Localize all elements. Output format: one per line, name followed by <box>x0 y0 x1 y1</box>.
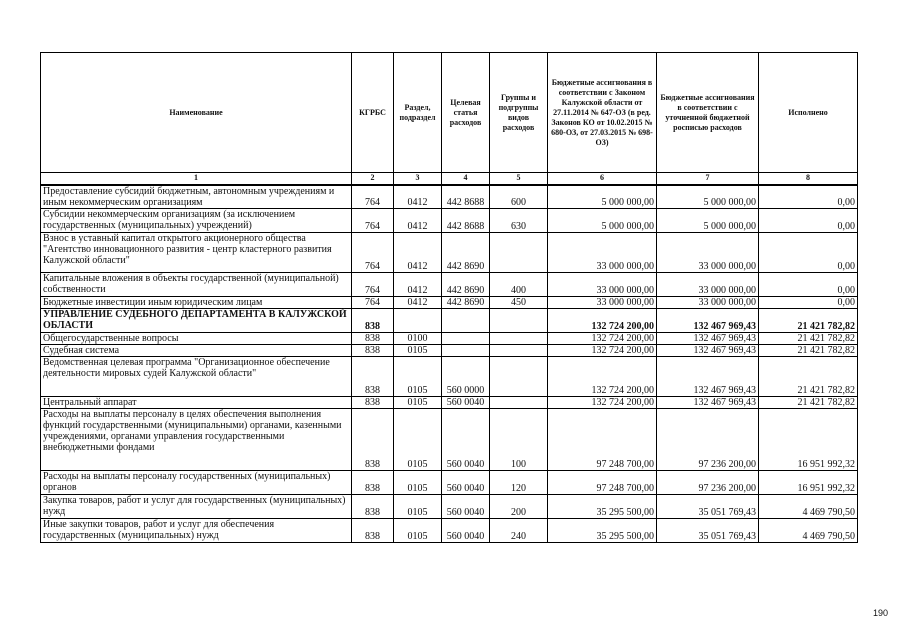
column-number: 4 <box>442 173 490 185</box>
row-assign-spec: 35 051 769,43 <box>657 495 759 519</box>
row-ispolneno: 21 421 782,82 <box>759 397 858 409</box>
row-name: УПРАВЛЕНИЕ СУДЕБНОГО ДЕПАРТАМЕНТА В КАЛУЖСКОЙ ОБЛАСТИ <box>41 309 352 333</box>
row-kgrbs: 838 <box>352 345 394 357</box>
row-vid: 100 <box>490 409 548 471</box>
row-assign-spec: 132 467 969,43 <box>657 397 759 409</box>
row-assign-spec: 97 236 200,00 <box>657 471 759 495</box>
row-vid <box>490 233 548 273</box>
row-ispolneno: 0,00 <box>759 273 858 297</box>
row-assign-law: 132 724 200,00 <box>548 357 657 397</box>
row-vid <box>490 357 548 397</box>
row-ispolneno: 0,00 <box>759 297 858 309</box>
row-vid: 630 <box>490 209 548 233</box>
row-ispolneno: 0,00 <box>759 185 858 209</box>
row-ispolneno: 4 469 790,50 <box>759 519 858 543</box>
table-row <box>41 185 858 209</box>
row-assign-law: 132 724 200,00 <box>548 345 657 357</box>
row-kgrbs: 838 <box>352 357 394 397</box>
row-vid: 450 <box>490 297 548 309</box>
row-ispolneno: 21 421 782,82 <box>759 333 858 345</box>
row-statya <box>442 333 490 345</box>
row-name: Ведомственная целевая программа "Организационное обеспечение деятельности мировых судей Калужской области" <box>41 357 352 397</box>
page-number: 190 <box>873 608 889 618</box>
row-name: Иные закупки товаров, работ и услуг для обеспечения государственных (муниципальных) нужд <box>41 519 352 543</box>
row-ispolneno: 4 469 790,50 <box>759 495 858 519</box>
row-razdel: 0412 <box>394 185 442 209</box>
row-kgrbs: 838 <box>352 409 394 471</box>
row-assign-spec: 132 467 969,43 <box>657 357 759 397</box>
table-row <box>41 209 858 233</box>
row-name: Расходы на выплаты персоналу в целях обеспечения выполнения функций государственными (муниципальными) органами, казенными учреждениями, органами управления государственными внебюджетными фондами <box>41 409 352 471</box>
row-statya: 442 8690 <box>442 297 490 309</box>
row-ispolneno: 16 951 992,32 <box>759 471 858 495</box>
row-razdel: 0105 <box>394 345 442 357</box>
row-assign-spec: 33 000 000,00 <box>657 233 759 273</box>
row-assign-law: 35 295 500,00 <box>548 519 657 543</box>
row-vid: 200 <box>490 495 548 519</box>
row-ispolneno: 21 421 782,82 <box>759 309 858 333</box>
row-assign-law: 97 248 700,00 <box>548 409 657 471</box>
row-razdel: 0105 <box>394 471 442 495</box>
row-razdel: 0412 <box>394 209 442 233</box>
row-razdel <box>394 309 442 333</box>
row-kgrbs: 764 <box>352 273 394 297</box>
row-vid: 120 <box>490 471 548 495</box>
table-row <box>41 357 858 397</box>
row-razdel: 0105 <box>394 397 442 409</box>
row-statya <box>442 309 490 333</box>
row-statya: 560 0040 <box>442 409 490 471</box>
column-number-row <box>41 173 858 185</box>
row-vid <box>490 397 548 409</box>
row-kgrbs: 838 <box>352 333 394 345</box>
row-assign-spec: 132 467 969,43 <box>657 309 759 333</box>
row-name: Расходы на выплаты персоналу государственных (муниципальных) органов <box>41 471 352 495</box>
row-razdel: 0105 <box>394 495 442 519</box>
row-assign-spec: 33 000 000,00 <box>657 297 759 309</box>
row-vid <box>490 333 548 345</box>
column-number: 2 <box>352 173 394 185</box>
table-row <box>41 519 858 543</box>
table-row <box>41 297 858 309</box>
row-assign-spec: 5 000 000,00 <box>657 185 759 209</box>
row-razdel: 0105 <box>394 519 442 543</box>
row-kgrbs: 764 <box>352 209 394 233</box>
column-number: 7 <box>657 173 759 185</box>
header-kgrbs: КГРБС <box>352 53 394 173</box>
header-razdel: Раздел, подраздел <box>394 53 442 173</box>
row-statya: 442 8690 <box>442 273 490 297</box>
row-name: Предоставление субсидий бюджетным, автономным учреждениям и иным некоммерческим организациям <box>41 185 352 209</box>
row-assign-law: 97 248 700,00 <box>548 471 657 495</box>
row-assign-law: 33 000 000,00 <box>548 233 657 273</box>
row-statya: 442 8688 <box>442 209 490 233</box>
column-number: 5 <box>490 173 548 185</box>
row-vid: 400 <box>490 273 548 297</box>
row-vid <box>490 309 548 333</box>
row-vid <box>490 345 548 357</box>
row-statya: 560 0040 <box>442 471 490 495</box>
column-number: 1 <box>41 173 352 185</box>
row-statya: 560 0000 <box>442 357 490 397</box>
table-row <box>41 409 858 471</box>
row-name: Бюджетные инвестиции иным юридическим лицам <box>41 297 352 309</box>
row-name: Закупка товаров, работ и услуг для государственных (муниципальных) нужд <box>41 495 352 519</box>
row-statya: 442 8688 <box>442 185 490 209</box>
row-name: Судебная система <box>41 345 352 357</box>
header-assign-spec: Бюджетные ассигнования в соответствии с уточненной бюджетной росписью расходов <box>657 53 759 173</box>
row-assign-law: 132 724 200,00 <box>548 309 657 333</box>
row-kgrbs: 764 <box>352 185 394 209</box>
column-number: 8 <box>759 173 858 185</box>
table-row <box>41 233 858 273</box>
table-row <box>41 333 858 345</box>
column-number: 6 <box>548 173 657 185</box>
row-razdel: 0100 <box>394 333 442 345</box>
row-name: Капитальные вложения в объекты государственной (муниципальной) собственности <box>41 273 352 297</box>
row-assign-law: 35 295 500,00 <box>548 495 657 519</box>
header-row <box>41 53 858 173</box>
header-ispolneno: Исполнено <box>759 53 858 173</box>
row-razdel: 0412 <box>394 233 442 273</box>
row-assign-law: 33 000 000,00 <box>548 273 657 297</box>
row-kgrbs: 838 <box>352 397 394 409</box>
row-razdel: 0412 <box>394 273 442 297</box>
row-kgrbs: 764 <box>352 297 394 309</box>
row-kgrbs: 838 <box>352 471 394 495</box>
table-row <box>41 345 858 357</box>
row-ispolneno: 21 421 782,82 <box>759 357 858 397</box>
row-statya: 442 8690 <box>442 233 490 273</box>
table-row <box>41 273 858 297</box>
row-name: Центральный аппарат <box>41 397 352 409</box>
row-kgrbs: 764 <box>352 233 394 273</box>
row-assign-law: 5 000 000,00 <box>548 209 657 233</box>
row-assign-law: 33 000 000,00 <box>548 297 657 309</box>
table-body <box>41 185 858 543</box>
row-ispolneno: 0,00 <box>759 209 858 233</box>
row-ispolneno: 21 421 782,82 <box>759 345 858 357</box>
row-assign-law: 132 724 200,00 <box>548 397 657 409</box>
row-razdel: 0105 <box>394 357 442 397</box>
header-name: Наименование <box>41 53 352 173</box>
table-row <box>41 495 858 519</box>
row-name: Взнос в уставный капитал открытого акционерного общества "Агентство инновационного развития - центр кластерного развития Калужской области" <box>41 233 352 273</box>
row-statya: 560 0040 <box>442 495 490 519</box>
row-assign-law: 5 000 000,00 <box>548 185 657 209</box>
table-row <box>41 309 858 333</box>
row-ispolneno: 0,00 <box>759 233 858 273</box>
header-assign-law: Бюджетные ассигнования в соответствии с Законом Калужской области от 27.11.2014 № 647-ОЗ (в ред. Законов КО от 10.02.2015 № 680-ОЗ, от 27.03.2015 № 698-ОЗ) <box>548 53 657 173</box>
table-row <box>41 471 858 495</box>
row-vid: 600 <box>490 185 548 209</box>
row-statya: 560 0040 <box>442 519 490 543</box>
budget-table <box>40 52 858 543</box>
row-assign-spec: 97 236 200,00 <box>657 409 759 471</box>
row-assign-law: 132 724 200,00 <box>548 333 657 345</box>
row-assign-spec: 5 000 000,00 <box>657 209 759 233</box>
row-assign-spec: 35 051 769,43 <box>657 519 759 543</box>
row-kgrbs: 838 <box>352 495 394 519</box>
row-statya <box>442 345 490 357</box>
row-kgrbs: 838 <box>352 309 394 333</box>
row-kgrbs: 838 <box>352 519 394 543</box>
table-row <box>41 397 858 409</box>
column-number: 3 <box>394 173 442 185</box>
row-name: Субсидии некоммерческим организациям (за исключением государственных (муниципальных) учреждений) <box>41 209 352 233</box>
row-ispolneno: 16 951 992,32 <box>759 409 858 471</box>
row-assign-spec: 132 467 969,43 <box>657 333 759 345</box>
row-vid: 240 <box>490 519 548 543</box>
row-assign-spec: 132 467 969,43 <box>657 345 759 357</box>
row-name: Общегосударственные вопросы <box>41 333 352 345</box>
row-statya: 560 0040 <box>442 397 490 409</box>
row-razdel: 0105 <box>394 409 442 471</box>
header-gruppy: Группы и подгруппы видов расходов <box>490 53 548 173</box>
row-razdel: 0412 <box>394 297 442 309</box>
row-assign-spec: 33 000 000,00 <box>657 273 759 297</box>
header-statya: Целевая статья расходов <box>442 53 490 173</box>
